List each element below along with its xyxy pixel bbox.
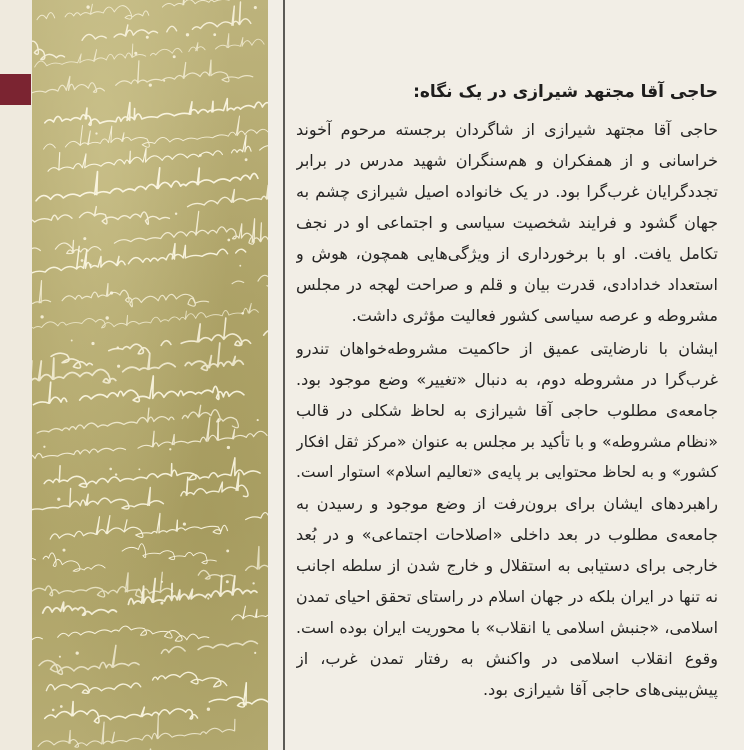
script-dot [245, 158, 248, 161]
script-dot [227, 446, 230, 449]
script-dot [110, 291, 113, 294]
script-stroke [51, 314, 268, 368]
script-dot [43, 446, 45, 448]
text-line: تجددگرایان غرب‌گرا بود. در یک خانواده اصیل شیرازی چشم به [296, 182, 718, 201]
script-stroke [44, 116, 268, 149]
script-stroke [50, 513, 268, 540]
text-line: اسلامی، «جنبش اسلامی یا انقلاب» با محوریت ایران بوده است. [296, 618, 718, 637]
script-dot [71, 340, 73, 342]
script-dot [81, 259, 84, 262]
calligraphy-panel [32, 0, 268, 750]
script-dot [241, 312, 244, 315]
script-dot [95, 132, 97, 134]
cover-title: حاجی آقا مجتهد شیرازی در یک نگاه: [413, 82, 718, 102]
script-dot [173, 55, 176, 58]
paragraph-2 [296, 333, 718, 705]
script-dot [86, 5, 89, 8]
script-stroke [32, 182, 268, 225]
script-dot [146, 36, 149, 39]
script-dot [207, 708, 210, 711]
script-dot [207, 597, 209, 599]
script-stroke [45, 683, 268, 723]
script-dot [257, 419, 259, 421]
script-dot [138, 468, 140, 470]
text-line: نه تنها در ایران بلکه در جهان اسلام در راستای تحقق احیای تمدن [296, 587, 718, 606]
text-line: خراسانی و از همفکران و هم‌سنگران شهید مدرس در برابر [296, 151, 718, 170]
text-line: خارجی برای دستیابی به استقلال و خارج شدن از سلطه اجانب [296, 556, 718, 575]
script-dot [175, 212, 177, 214]
script-dot [149, 84, 152, 87]
script-dot [183, 523, 186, 526]
script-dot [226, 580, 229, 583]
script-stroke [32, 596, 268, 642]
back-cover-text [296, 78, 718, 705]
script-stroke [32, 244, 246, 275]
script-dot [59, 656, 61, 658]
script-stroke [32, 418, 267, 460]
script-stroke [46, 670, 248, 693]
script-dot [117, 365, 120, 368]
script-stroke [32, 473, 248, 511]
script-dot [52, 709, 55, 712]
script-dot [160, 602, 163, 605]
text-line: حاجی آقا مجتهد شیرازی از شاگردان برجسته مرحوم آخوند [296, 120, 718, 139]
text-line: جامعه‌ی مطلوب حاجی آقا شیرازی به لحاظ شکلی در قالب [296, 401, 718, 420]
paragraph-1 [296, 114, 718, 331]
script-dot [186, 33, 189, 36]
script-stroke [43, 576, 257, 616]
script-dot [106, 316, 109, 319]
calligraphy-pattern [32, 0, 268, 750]
script-dot [89, 264, 91, 266]
script-dot [57, 498, 60, 501]
script-dot [109, 468, 112, 471]
text-line: جامعه‌ی مطلوب در بعد داخلی «اصلاحات اجتماعی» و در بُعد [296, 525, 718, 544]
script-stroke [32, 298, 268, 329]
script-dot [254, 652, 256, 654]
script-dot [76, 651, 79, 654]
text-line: پیش‌بینی‌های حاجی آقا شیرازی بود. [483, 680, 718, 699]
text-line: ایشان با نارضایتی عمیق از حاکمیت مشروطه‌خواهان تندرو [296, 339, 718, 358]
script-dot [239, 265, 241, 267]
script-dot [213, 33, 216, 36]
script-dot [252, 582, 254, 584]
script-stroke [38, 716, 235, 747]
text-line: استعداد خدادادی، قدرت بیان و قلم و صراحت لهجه در مجلس [296, 275, 718, 294]
script-dot [134, 52, 137, 55]
text-line: مشروطه و عرصه سیاسی کشور فعالیت مؤثری داشت. [351, 306, 718, 325]
script-stroke [44, 458, 260, 487]
text-line: «نظام مشروطه» و با تأکید بر مجلس به عنوان «مرکز ثقل افکار [296, 432, 718, 451]
script-dot [60, 705, 63, 708]
script-dot [63, 549, 66, 552]
script-dot [83, 237, 86, 240]
text-line: راهبردهای ایشان برای برون‌رفت از وضع موجود و رسیدن به [296, 494, 718, 513]
script-dot [115, 473, 117, 475]
script-dot [163, 80, 165, 82]
script-dot [169, 448, 171, 450]
script-stroke [32, 60, 253, 94]
text-line: تکامل یافت. او با برخورداری از ویژگی‌هایی همچون، هوش و [296, 244, 718, 263]
text-line: کشور» و به لحاظ محتوایی بر پایه‌ی «تعالیم اسلام» استوار است. [296, 463, 718, 481]
script-dot [40, 315, 43, 318]
script-stroke [32, 2, 265, 60]
script-dot [91, 342, 94, 345]
text-line: وقوع انقلاب اسلامی در واکنش به رفتار تمدن غرب، از [296, 649, 718, 668]
script-stroke [39, 641, 257, 674]
left-margin [0, 0, 32, 750]
text-line: غرب‌گرا در مشروطه دوم، به دنبال «تغییر» وضع موجود بود. [296, 370, 718, 389]
text-line: جهان گشود و فرایند شخصیت سیاسی و اجتماعی او در نجف [296, 213, 718, 232]
script-dot [227, 239, 230, 242]
script-dot [117, 346, 120, 349]
script-stroke [35, 34, 264, 67]
script-stroke [32, 540, 232, 571]
script-dot [199, 154, 202, 157]
script-dot [161, 581, 163, 583]
script-dot [226, 549, 229, 552]
script-stroke [34, 376, 244, 405]
script-stroke [45, 92, 268, 125]
divider-rule [283, 0, 285, 750]
script-dot [254, 6, 257, 9]
accent-block [0, 74, 31, 105]
script-stroke [32, 275, 268, 306]
